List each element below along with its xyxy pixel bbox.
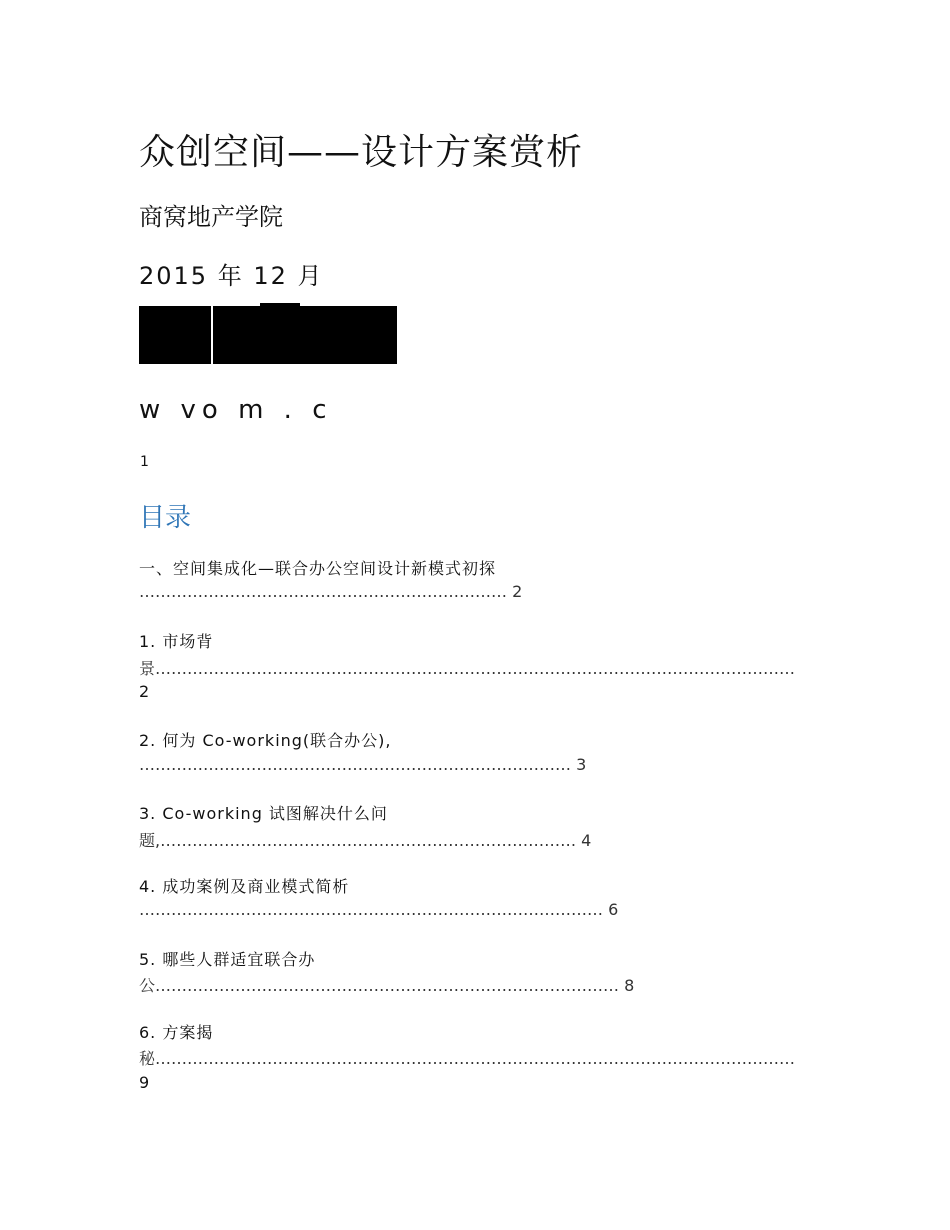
toc-entry-title[interactable]: 1. 市场背 xyxy=(139,632,214,651)
toc-entry-leader[interactable]: 题,…………………………………………………………………… 4 xyxy=(139,831,592,850)
toc-entry-title[interactable]: 6. 方案揭 xyxy=(139,1023,214,1042)
toc-entry-page[interactable]: 9 xyxy=(139,1073,151,1092)
redaction-block-right xyxy=(213,306,397,364)
toc-entry-leader[interactable]: …………………………………………………………… 2 xyxy=(139,582,523,601)
toc-entry-leader[interactable]: ……………………………………………………………………… 3 xyxy=(139,755,587,774)
url-fragment: w vo m . c xyxy=(139,395,333,425)
toc-entry-title[interactable]: 5. 哪些人群适宜联合办 xyxy=(139,950,316,969)
toc-entry-leader[interactable]: 公…………………………………………………………………………… 8 xyxy=(139,976,635,995)
document-author: 商窝地产学院 xyxy=(139,203,283,231)
document-date: 2015 年 12 月 xyxy=(139,262,324,290)
toc-entry-leader[interactable]: …………………………………………………………………………… 6 xyxy=(139,900,619,919)
redaction-block-left xyxy=(139,306,211,364)
toc-entry-title[interactable]: 3. Co-working 试图解决什么问 xyxy=(139,804,388,823)
toc-entry-title[interactable]: 4. 成功案例及商业模式简析 xyxy=(139,877,350,896)
toc-entry-title[interactable]: 一、空间集成化—联合办公空间设计新模式初探 xyxy=(139,559,497,578)
toc-heading: 目录 xyxy=(139,503,192,533)
toc-entry-page[interactable]: 2 xyxy=(139,682,151,701)
toc-entry-leader[interactable]: 秘………………………………………………………………………………………………………… xyxy=(139,1049,795,1068)
toc-entry-leader[interactable]: 景………………………………………………………………………………………………………… xyxy=(139,659,795,678)
page-number: 1 xyxy=(140,454,149,470)
toc-entry-title[interactable]: 2. 何为 Co-working(联合办公), xyxy=(139,731,392,750)
document-title: 众创空间——设计方案赏析 xyxy=(139,132,584,173)
